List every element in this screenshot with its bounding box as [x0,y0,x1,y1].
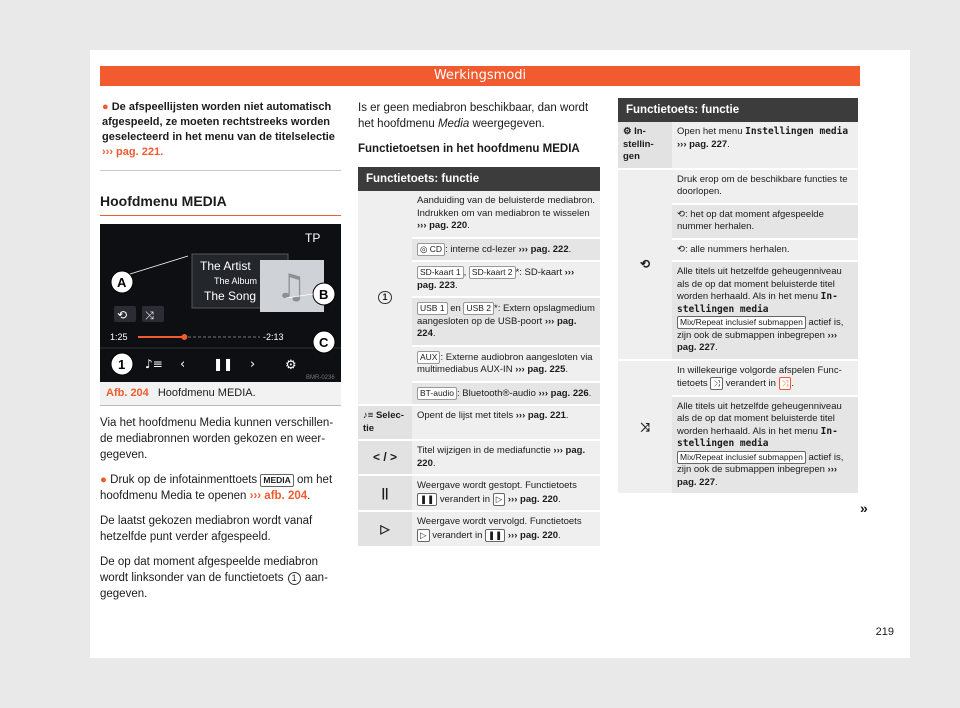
title-list-icon: ♪≡ [145,357,163,371]
figure-caption [100,382,341,406]
pause-icon: || [358,475,412,511]
play-icon: ▷ [358,511,412,547]
repeat-all-icon: ⟲ [677,243,685,255]
song-label: The Song [204,289,257,303]
media-screen-illustration [100,224,341,382]
table-row: ▷ Weergave wordt vervolgd. Functietoets ▷ verandert in ❚❚ ››› pag. 220. [358,511,600,547]
table-row: || Weergave wordt gestopt. Functietoets ❚❚ verandert in ▷ ››› pag. 220. [358,475,600,511]
table-row: BT-audio : Bluetooth®-audio ››› pag. 226. [358,382,600,406]
warning-text: De afspeellijsten worden niet automatisch afgespeeld, ze moeten rechtstreeks worden geselecteerd in het menu van de titelselectie [102,101,335,143]
repeat-icon: ⟲ [117,308,128,322]
artist-label: The Artist [200,259,251,273]
bullet-icon: ● [102,101,109,113]
next-icon: › [250,357,256,372]
aux-key-icon: AUX [417,351,440,364]
paragraph-instruction: ● Druk op de infotainmenttoets MEDIA om het hoofdmenu Media te openen ››› afb. 204. [100,474,333,502]
column-right [618,98,858,495]
svg-text:1: 1 [118,357,126,372]
prev-next-icon: < / > [358,440,412,475]
table-title: Functietoets: functie [618,98,858,122]
paragraph-intro: Via het hoofdmenu Media kunnen verschillende mediabronnen worden gekozen en weergegeven. [100,417,334,461]
music-note-icon: ♫ [276,267,307,307]
page-ref-link[interactable]: ››› pag. 225 [515,364,566,375]
callout-1-badge: 1 [378,291,391,304]
table-row: ⟲: het op dat moment afgespeelde nummer herhalen. [618,204,858,239]
page-ref-link[interactable]: ››› pag. 224 [417,315,577,339]
column-middle [358,98,600,548]
svg-text:B: B [319,287,329,302]
time-remaining: -2:13 [263,332,284,342]
media-screen-figure [100,224,341,382]
sd-key-icon: SD-kaart 1 [417,266,464,279]
figure-watermark: BMR-0236 [306,375,335,381]
table-row: ◎ CD : interne cd-lezer ››› pag. 222. [358,238,600,262]
page-ref-link[interactable]: ››› pag. 227 [677,464,838,488]
figure-caption-text: Hoofdmenu MEDIA. [157,387,256,399]
paragraph-source: De op dat moment afgespeelde mediabron wordt linksonder van de functietoets 1 aangegeven. [100,556,328,600]
bullet-icon: ● [100,474,107,486]
album-label: The Album [214,276,258,286]
column-left [100,98,341,611]
table-row: USB 1 en USB 2 *: Extern opslagmedium aangesloten op de USB-poort ››› pag. 224. [358,297,600,346]
usb2-key-icon: USB 2 [463,302,494,315]
table-row: < / > Titel wijzigen in de mediafunctie ››› pag. 220. [358,440,600,475]
table-row: Alle titels uit hetzelfde geheugenniveau als de op dat moment beluisterde titel worden herhaald. Als in het menu Instellingen media Mix/Repeat inclusief submappen actief is, zijn ook de submappen inbegrepen ››› pag. 227. [618,261,858,360]
shuffle-icon: ⤨ [640,419,650,434]
table-title: Functietoets: functie [358,167,600,191]
shuffle-key-icon: ⤨ [710,377,723,390]
repeat-one-icon: ⟲ [677,208,685,220]
subheading: Functietoetsen in het hoofdmenu MEDIA [358,143,580,155]
manual-page [90,50,910,658]
callout-1 [111,353,133,375]
callout-c [313,331,335,353]
play-key-icon: ▷ [417,529,430,542]
page-ref-link[interactable]: ››› pag. 220 [507,493,559,505]
table-row: 1 Aanduiding van de beluisterde mediabron. Indrukken om van mediabron te wisselen ››› pag. 220. [358,191,600,238]
usb-key-icon: USB 1 [417,302,448,315]
page-ref-link[interactable]: ››› pag. 226 [538,387,589,399]
table-row: ⟲ Druk erop om de beschikbare functies te doorlopen. [618,169,858,204]
page-ref-link[interactable]: ››› pag. 227 [677,138,728,150]
figure-ref-link[interactable]: ››› afb. 204 [249,490,308,502]
divider [100,170,341,171]
table-row: AUX : Externe audiobron aangesloten via multimediabus AUX-IN ››› pag. 225. [358,346,600,382]
title-list-icon: ♪≡ [363,410,374,421]
page-ref-link[interactable]: ››› pag. 220 [507,529,559,541]
sd2-key-icon: SD-kaart 2 [469,266,516,279]
continue-mark: » [860,500,868,516]
previous-icon: ‹ [180,357,186,372]
time-elapsed: 1:25 [110,332,128,342]
page-ref-link[interactable]: ››› pag. 223 [417,267,575,291]
mix-repeat-key: Mix/Repeat inclusief submappen [677,316,806,329]
gear-icon: ⚙ [285,358,297,373]
function-table-settings [618,122,858,495]
page-ref-link[interactable]: ››› pag. 220 [417,220,468,231]
page-ref-link[interactable]: ››› pag. 222 [518,243,569,255]
table-row: ⤨ In willekeurige volgorde afspelen Functietoets ⤨ verandert in ⤨ . [618,360,858,396]
pause-key-icon: ❚❚ [485,529,505,542]
shuffle-active-key-icon: ⤨ [779,377,792,390]
table-row: ⚙ Instellingen Open het menu Instellingen media ››› pag. 227. [618,122,858,169]
table-row: ⟲: alle nummers herhalen. [618,239,858,262]
bt-key-icon: BT-audio [417,387,457,400]
paragraph-no-source: Is er geen mediabron beschikbaar, dan wordt het hoofdmenu Media weergegeven. [358,102,589,130]
pause-icon: ❚❚ [213,357,234,371]
page-ref-link[interactable]: ››› pag. 220 [417,445,586,469]
shuffle-icon: ⤨ [145,309,154,322]
tp-label: TP [305,231,321,245]
play-key-icon: ▷ [493,493,506,506]
table-row: ♪≡ Selectie Opent de lijst met titels ››› pag. 221. [358,405,600,440]
function-table-media [358,191,600,548]
svg-text:C: C [319,335,329,350]
svg-text:A: A [117,275,127,290]
page-number: 219 [875,626,894,638]
warning-ref-link[interactable]: ››› pag. 221. [102,146,164,158]
paragraph-resume: De laatst gekozen mediabron wordt vanaf hetzelfde punt verder afgespeeld. [100,515,313,543]
mix-repeat-key: Mix/Repeat inclusief submappen [677,451,806,464]
page-ref-link[interactable]: ››› pag. 221 [515,410,566,421]
repeat-icon: ⟲ [639,256,651,271]
table-row: SD-kaart 1 , SD-kaart 2 *: SD-kaart ››› pag. 223. [358,261,600,297]
cd-key-icon: ◎ CD [417,243,445,256]
callout-1-badge: 1 [288,572,301,585]
section-header: Werkingsmodi [100,66,860,86]
callout-b [313,283,335,305]
media-key-icon: MEDIA [260,474,293,487]
warning-note [100,98,341,170]
figure-number: Afb. 204 [106,387,149,399]
page-ref-link[interactable]: ››› pag. 227 [677,329,838,353]
table-row: Alle titels uit hetzelfde geheugenniveau als de op dat moment beluisterde titel worden herhaald. Als in het menu Instellingen media Mix/Repeat inclusief submappen actief is, zijn ook de submappen inbegrepen ››› pag. 227. [618,396,858,495]
settings-gear-icon: ⚙ [623,126,632,137]
section-heading: Hoofdmenu MEDIA [100,193,341,216]
pause-key-icon: ❚❚ [417,493,437,506]
callout-a [111,271,133,293]
